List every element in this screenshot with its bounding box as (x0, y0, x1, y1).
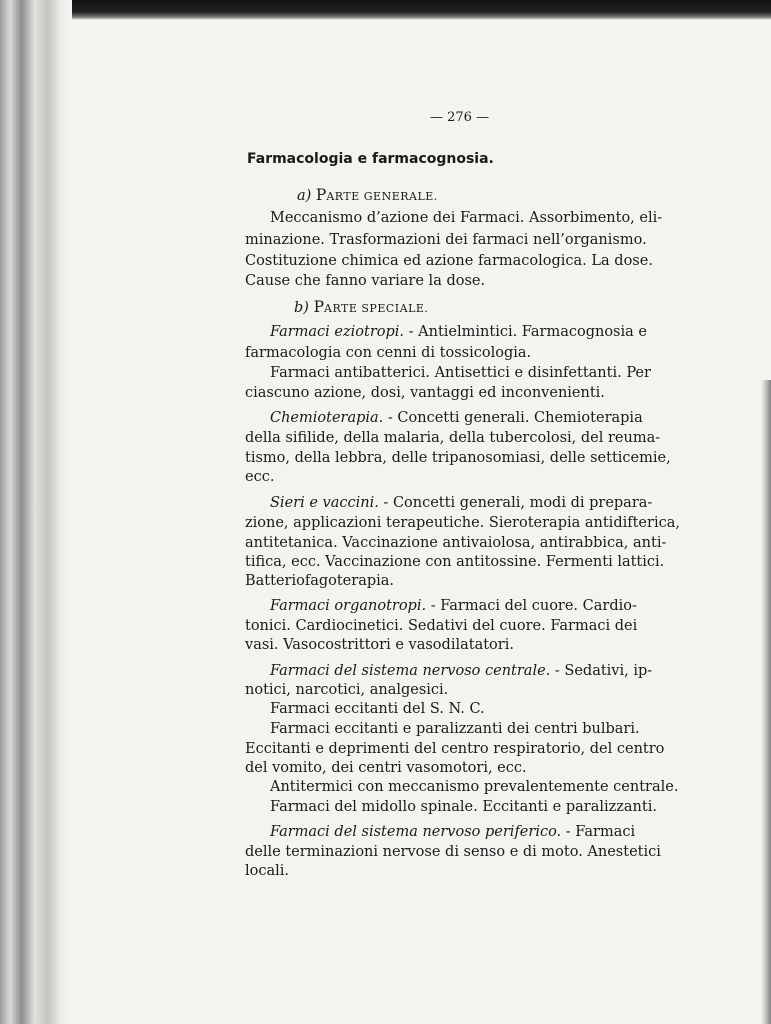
page-right-edge (761, 380, 771, 1024)
entry-title: Sieri e vaccini. (270, 495, 379, 511)
entry-title: Farmaci del sistema nervoso centrale. (270, 663, 551, 679)
scan-top-edge (0, 0, 771, 20)
paragraph-line (270, 409, 643, 428)
paragraph-line: delle terminazioni nervose di senso e di moto. Anestetici (245, 844, 661, 860)
subheading-cap: P (315, 186, 327, 204)
paragraph-line: Eccitanti e deprimenti del centro respiratorio, del centro (245, 741, 665, 757)
paragraph-line: zione, applicazioni terapeutiche. Sieroterapia antidifterica, (245, 515, 680, 531)
paragraph-line: vasi. Vasocostrittori e vasodilatatori. (245, 637, 514, 653)
subheading-parte-generale (297, 186, 438, 204)
subheading-cap: P (313, 298, 324, 316)
entry-title: Farmaci del sistema nervoso periferico. (270, 824, 562, 840)
entry-text: - Sedativi, ip- (550, 663, 653, 679)
paragraph-line: Cause che fanno variare la dose. (245, 273, 486, 289)
entry-text: - Farmaci (561, 824, 636, 840)
subheading-rest: ARTE GENERALE. (326, 190, 438, 203)
paragraph-line: antitetanica. Vaccinazione antivaiolosa, antirabbica, anti- (245, 535, 667, 551)
subheading-parte-speciale (294, 298, 428, 316)
paragraph-line: tifica, ecc. Vaccinazione con antitossine. Fermenti lattici. (245, 554, 665, 570)
paragraph-line: Farmaci eccitanti e paralizzanti dei centri bulbari. (270, 721, 640, 737)
paragraph-line: del vomito, dei centri vasomotori, ecc. (245, 760, 527, 776)
paragraph-line (270, 597, 637, 616)
paragraph-line: Farmaci del midollo spinale. Eccitanti e paralizzanti. (270, 799, 657, 815)
paragraph-line: Antitermici con meccanismo prevalentemente centrale. (270, 779, 679, 795)
entry-text: - Antielmintici. Farmacognosia e (404, 324, 647, 340)
paragraph-line (270, 323, 647, 342)
paragraph-line (270, 662, 652, 681)
entry-text: - Farmaci del cuore. Cardio- (426, 598, 637, 614)
paragraph-line: tismo, della lebbra, delle tripanosomiasi, delle setticemie, (245, 450, 671, 466)
paragraph-line: locali. (245, 863, 290, 879)
subheading-letter: b) (294, 300, 309, 316)
paragraph-line: Farmaci eccitanti del S. N. C. (270, 701, 485, 717)
subheading-letter: a) (297, 188, 312, 204)
paragraph-line: tonici. Cardiocinetici. Sedativi del cuore. Farmaci dei (245, 618, 638, 634)
entry-text: - Concetti generali. Chemioterapia (383, 410, 643, 426)
paragraph-line: Meccanismo d’azione dei Farmaci. Assorbimento, eli- (270, 210, 663, 226)
paragraph-line: Batteriofagoterapia. (245, 573, 395, 589)
paragraph-line: della sifilide, della malaria, della tubercolosi, del reuma- (245, 430, 661, 446)
page-number: — 276 — (430, 110, 490, 125)
section-heading: Farmacologia e farmacognosia. (247, 151, 494, 167)
paragraph-line (270, 823, 635, 842)
subheading-rest: ARTE SPECIALE. (324, 302, 429, 315)
paragraph-line: farmacologia con cenni di tossicologia. (245, 345, 532, 361)
entry-title: Farmaci organotropi. (270, 598, 427, 614)
paragraph-line: ecc. (245, 469, 275, 485)
entry-title: Farmaci eziotropi. (270, 324, 405, 340)
paragraph-line: ciascuno azione, dosi, vantaggi ed inconvenienti. (245, 385, 605, 401)
book-spine-shadow (0, 0, 72, 1024)
entry-title: Chemioterapia. (270, 410, 384, 426)
paragraph-line: Costituzione chimica ed azione farmacologica. La dose. (245, 253, 653, 269)
entry-text: - Concetti generali, modi di prepara- (378, 495, 653, 511)
paragraph-line (270, 494, 652, 513)
paragraph-line: Farmaci antibatterici. Antisettici e disinfettanti. Per (270, 365, 651, 381)
paragraph-line: notici, narcotici, analgesici. (245, 682, 449, 698)
paragraph-line: minazione. Trasformazioni dei farmaci nell’organismo. (245, 232, 647, 248)
